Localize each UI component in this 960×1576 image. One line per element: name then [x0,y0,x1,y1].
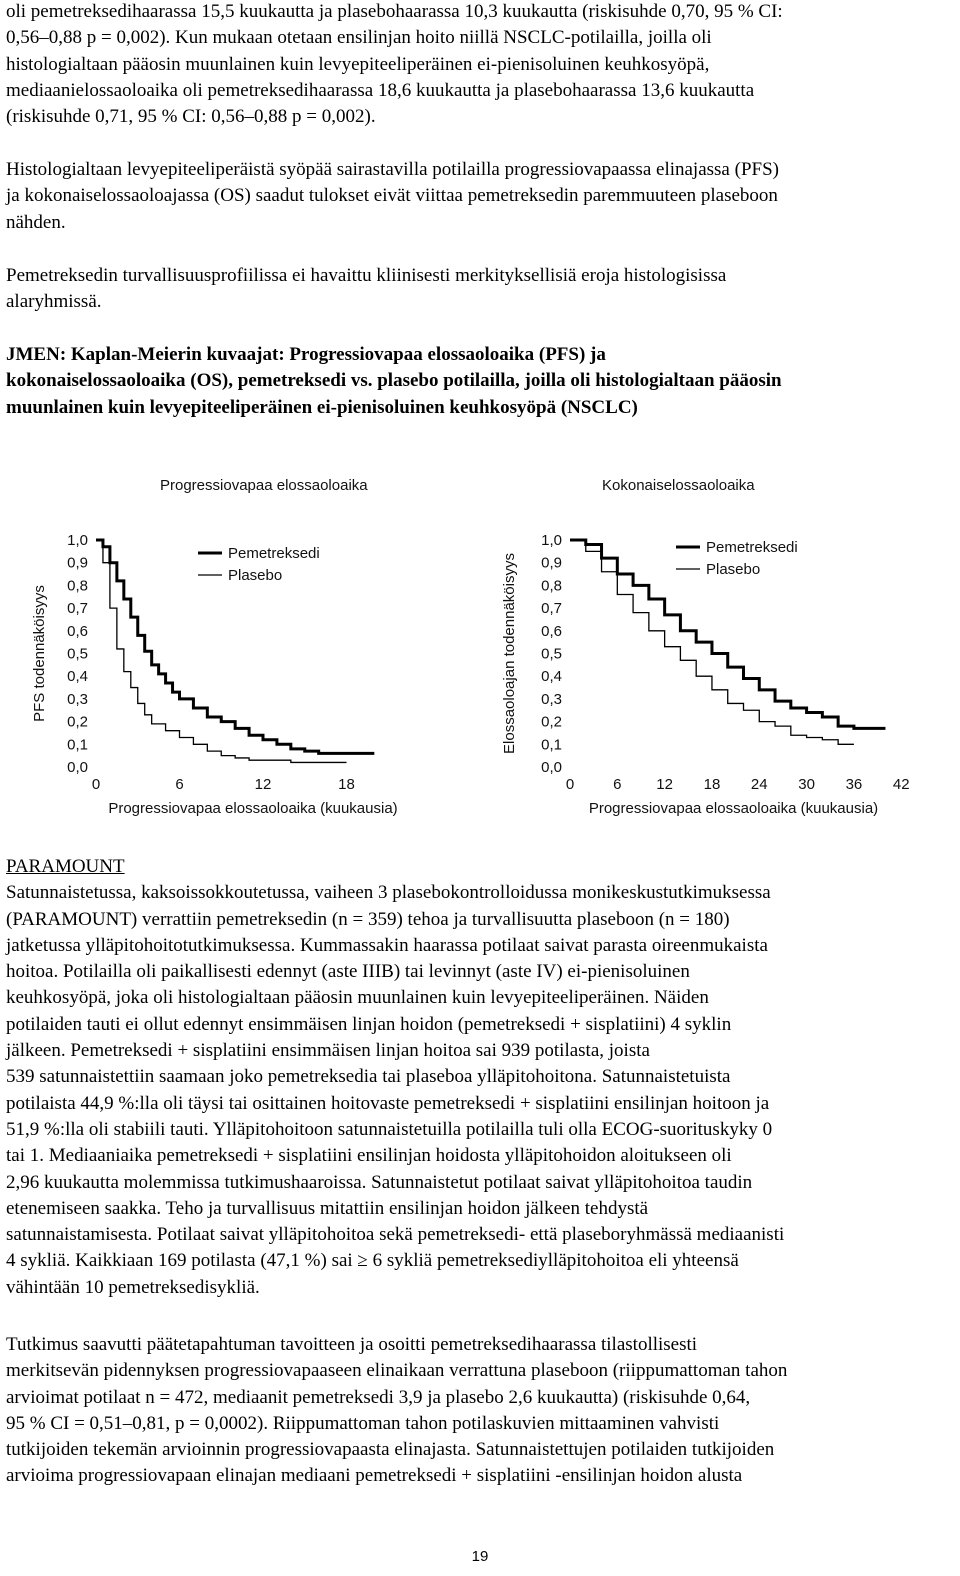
legend-entry: Plasebo [706,561,761,578]
text-line: Pemetreksedin turvallisuusprofiilissa ei havaittu kliinisesti merkityksellisiä eroja histologisissa [6,265,727,286]
text-line: etenemiseen saakka. Teho ja turvallisuus mitattiin ensilinjan hoidon jälkeen tehdystä [6,1197,649,1219]
text-line: satunnaistamisesta. Potilaat saivat ylläpitohoitoa sekä pemetreksedi- että plaseboryhmässä mediaanisti [6,1224,785,1246]
text-line: arvioima progressiovapaan elinajan mediaani pemetreksedi + sisplatiini -ensilinjan hoidon alusta [6,1465,743,1487]
x-tick-label: 6 [613,776,622,793]
x-tick-label: 18 [703,776,721,793]
text-line: mediaanielossaoloaika oli pemetreksedihaarassa 18,6 kuukautta ja plasebohaarassa 13,6 kuukautta [6,79,755,101]
y-tick-label: 0,5 [541,645,562,663]
text-line: tutkijoiden tekemän arvioinnin progressiovapaasta elinajasta. Satunnaistettujen potilaiden tutkijoiden [6,1439,775,1461]
text-line: (PARAMOUNT) verrattiin pemetreksedin (n = 359) tehoa ja turvallisuutta plaseboon (n = 180) [6,908,730,930]
paragraph-squamous-histology [0,157,960,236]
text-line: alaryhmissä. [6,291,102,313]
y-axis-label: PFS todennäköisyys [31,585,48,722]
text-line: kokonaiselossaoloaika (OS), pemetreksedi vs. plasebo potilailla, joilla oli histologialtaan pääosin [6,370,782,392]
text-line: Tutkimus saavutti päätetapahtuman tavoitteen ja osoitti pemetreksedihaarassa tilastollisesti [6,1334,698,1355]
paragraph-paramount [0,854,960,1301]
kaplan-meier-charts [30,462,930,838]
text-line: 539 satunnaistettiin saamaan joko pemetreksedia tai plaseboa ylläpitohoitona. Satunnaistetuista [6,1066,731,1088]
x-axis-label: Progressiovapaa elossaoloaika (kuukausia) [108,800,398,817]
chart-title: Progressiovapaa elossaoloaika [160,477,368,494]
text-line: potilaiden tauti ei ollut edennyt ensimmäisen linjan hoidon (pemetreksedi + sisplatiini) 4 syklin [6,1013,732,1035]
km-panel-2 [501,477,910,817]
text-line: 0,56–0,88 p = 0,002). Kun mukaan otetaan ensilinjan hoito niillä NSCLC-potilailla, joilla oli [6,27,712,49]
text-line: potilaista 44,9 %:lla oli täysi tai osittainen hoitovaste pemetreksedi + sisplatiini ensilinjan hoitoon ja [6,1092,770,1114]
chart-title: Kokonaiselossaoloaika [602,477,755,494]
text-line: arvioimat potilaat n = 472, mediaanit pemetreksedi 3,9 ja plasebo 2,6 kuukautta) (riskisuhde 0,64, [6,1386,751,1408]
y-tick-label: 0,8 [541,577,562,595]
km-panel-1 [31,477,398,817]
y-tick-label: 0,0 [541,759,562,776]
y-tick-label: 0,1 [541,736,562,754]
y-tick-label: 1,0 [67,532,88,549]
series-line-plasebo [96,540,347,762]
x-tick-label: 6 [175,776,184,793]
y-tick-label: 0,4 [541,668,562,686]
y-tick-label: 0,3 [541,690,562,708]
text-line: jälkeen. Pemetreksedi + sisplatiini ensimmäisen linjan hoitoa sai 939 potilasta, joista [6,1040,650,1062]
y-tick-label: 0,2 [67,713,88,731]
paragraph-results-survival [0,0,960,130]
text-line: vähintään 10 pemetreksedisykliä. [6,1276,260,1298]
x-tick-label: 42 [892,776,910,793]
text-line: ja kokonaiselossaoloajassa (OS) saadut tulokset eivät viittaa pemetreksedin paremmuuteen plaseboon [6,185,778,207]
text-line: (riskisuhde 0,71, 95 % CI: 0,56–0,88 p = 0,002). [6,106,376,128]
text-line: Satunnaistetussa, kaksoissokkoutetussa, vaiheen 3 plasebokontrolloidussa monikeskustutkimuksessa [6,882,771,904]
text-line: nähden. [6,211,66,233]
y-tick-label: 0,9 [67,554,88,572]
y-tick-label: 0,3 [67,690,88,708]
x-tick-label: 18 [338,776,355,793]
y-tick-label: 0,6 [541,622,562,640]
text-line: 2,96 kuukautta molemmissa tutkimushaaroissa. Satunnaistetut potilaat saivat ylläpitohoitoa taudin [6,1171,753,1193]
section-heading-paramount: PARAMOUNT [6,856,125,877]
text-line: merkitsevän pidennyksen progressiovapaaseen elinaikaan verrattuna plaseboon (riippumattoman tahon [6,1360,788,1382]
text-line: Histologialtaan levyepiteeliperäistä syöpää sairastavilla potilailla progressiovapaassa elinajassa (PFS) [6,159,779,180]
y-axis-label: Elossaoloajan todennäköisyys [501,553,518,754]
y-tick-label: 0,7 [67,600,88,618]
x-tick-label: 0 [91,776,101,793]
text-line: JMEN: Kaplan-Meierin kuvaajat: Progressiovapaa elossaoloaika (PFS) ja [6,344,606,365]
page-number: 19 [471,1548,489,1565]
x-tick-label: 12 [254,776,272,793]
text-line: jatketussa ylläpitohoitotutkimuksessa. Kummassakin haarassa potilaat saivat parasta oireenmukaista [6,934,768,956]
x-axis-label: Progressiovapaa elossaoloaika (kuukausia) [588,800,879,817]
y-tick-label: 0,0 [67,759,88,776]
legend-entry: Pemetreksedi [706,539,798,556]
legend-entry: Plasebo [228,567,283,584]
kaplan-meier-figure [30,462,930,838]
paragraph-safety-profile [0,263,960,316]
x-tick-label: 12 [656,776,673,793]
x-tick-label: 24 [750,776,768,793]
text-line: keuhkosyöpä, joka oli histologialtaan pääosin muunlainen kuin levyepiteeliperäinen. Näiden [6,987,709,1009]
x-tick-label: 36 [845,776,863,793]
legend-entry: Pemetreksedi [228,545,320,562]
text-line: 4 sykliä. Kaikkiaan 169 potilasta (47,1 %) sai ≥ 6 sykliä pemetreksediylläpitohoitoa eli yhteensä [6,1250,739,1272]
y-tick-label: 0,7 [541,600,562,618]
text-line: muunlainen kuin levyepiteeliperäinen ei-pienisoluinen keuhkosyöpä (NSCLC) [6,396,638,418]
x-tick-label: 30 [798,776,815,793]
text-line: oli pemetreksedihaarassa 15,5 kuukautta ja plasebohaarassa 10,3 kuukautta (riskisuhde 0,70, 95 % CI: [6,1,783,22]
figure-caption-jmen [0,342,960,421]
y-tick-label: 0,9 [541,554,562,572]
y-tick-label: 0,2 [541,713,562,731]
x-tick-label: 0 [565,776,575,793]
text-line: histologialtaan pääosin muunlainen kuin levyepiteeliperäinen ei-pienisoluinen keuhkosyöpä, [6,53,710,75]
paragraph-endpoint [0,1332,960,1490]
text-line: 95 % CI = 0,51–0,81, p = 0,0002). Riippumattoman tahon potilaskuvien mittaaminen vahvisti [6,1412,720,1434]
y-tick-label: 0,4 [67,668,88,686]
text-line: hoitoa. Potilailla oli paikallisesti edennyt (aste IIIB) tai levinnyt (aste IV) ei-pienisoluinen [6,961,690,983]
text-line: 51,9 %:lla oli stabiili tauti. Ylläpitohoitoon satunnaistetuilla potilailla tuli olla ECOG-suorituskyky 0 [6,1118,773,1140]
y-tick-label: 0,5 [67,645,88,663]
y-tick-label: 1,0 [541,532,562,549]
text-line: tai 1. Mediaaniaika pemetreksedi + sisplatiini ensilinjan hoidosta ylläpitohoidon aloitukseen oli [6,1145,732,1167]
y-tick-label: 0,6 [67,622,88,640]
y-tick-label: 0,8 [67,577,88,595]
y-tick-label: 0,1 [67,736,88,754]
